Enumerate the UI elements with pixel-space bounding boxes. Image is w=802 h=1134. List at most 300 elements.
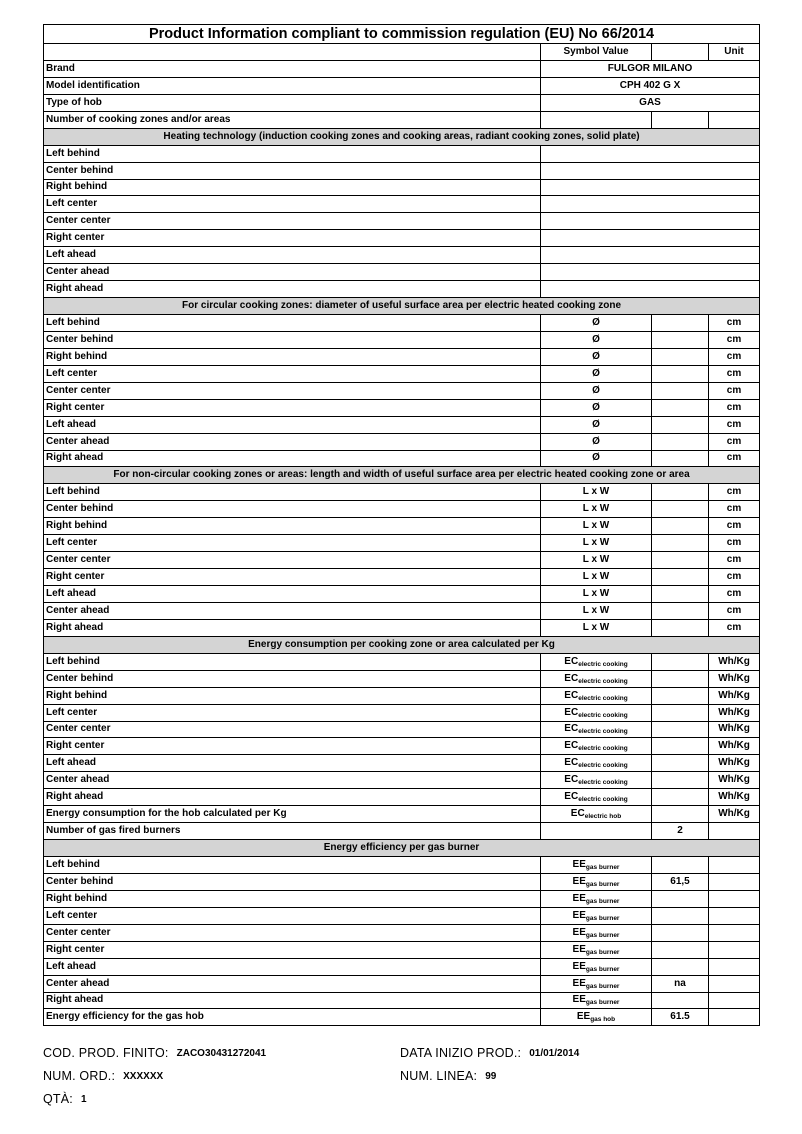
cod-label: COD. PROD. FINITO: (43, 1046, 169, 1060)
circular-value (652, 433, 709, 450)
circular-value (652, 315, 709, 332)
heating-row (44, 230, 760, 247)
energy-value (652, 704, 709, 721)
noncircular-value (652, 535, 709, 552)
section-title-heating: Heating technology (induction cooking zones and cooking areas, radiant cooking zones, solid plate) (44, 128, 760, 145)
efficiency-row (44, 873, 760, 890)
ord-value: XXXXXX (123, 1071, 164, 1082)
energy-symbol-main: EC (564, 791, 579, 803)
energy-symbol-sub: electric cooking (578, 762, 628, 770)
efficiency-hob-row (44, 1009, 760, 1026)
heating-row (44, 247, 760, 264)
efficiency-unit (709, 975, 760, 992)
noncircular-row (44, 619, 760, 636)
heating-row (44, 264, 760, 281)
noncircular-value (652, 586, 709, 603)
energy-symbol-sub: electric cooking (578, 711, 628, 719)
noncircular-symbol: L x W (541, 518, 652, 535)
efficiency-unit (709, 958, 760, 975)
noncircular-value (652, 602, 709, 619)
zone-label: Center behind (44, 162, 541, 179)
efficiency-symbol (541, 857, 652, 874)
data-label: DATA INIZIO PROD.: (400, 1046, 522, 1060)
circular-symbol: Ø (541, 450, 652, 467)
zone-label: Right behind (44, 348, 541, 365)
zone-label: Left center (44, 535, 541, 552)
heating-row (44, 145, 760, 162)
info-row (44, 60, 760, 77)
efficiency-value: 61,5 (652, 873, 709, 890)
energy-symbol-sub: electric cooking (578, 660, 628, 668)
efficiency-unit (709, 890, 760, 907)
circular-row (44, 382, 760, 399)
energy-hob-label: Energy consumption for the hob calculated per Kg (44, 806, 541, 823)
noncircular-symbol: L x W (541, 569, 652, 586)
efficiency-symbol (541, 873, 652, 890)
efficiency-row (44, 924, 760, 941)
efficiency-value (652, 924, 709, 941)
zone-label: Left behind (44, 315, 541, 332)
noncircular-row (44, 552, 760, 569)
energy-value (652, 670, 709, 687)
info-value: GAS (541, 94, 760, 111)
noncircular-row (44, 602, 760, 619)
efficiency-unit (709, 873, 760, 890)
efficiency-symbol (541, 992, 652, 1009)
noncircular-unit: cm (709, 602, 760, 619)
zone-label: Right ahead (44, 789, 541, 806)
noncircular-symbol: L x W (541, 586, 652, 603)
circular-symbol: Ø (541, 315, 652, 332)
noncircular-row (44, 501, 760, 518)
footer-linea (400, 1069, 496, 1083)
footer-ord (43, 1069, 163, 1083)
zone-label: Center ahead (44, 772, 541, 789)
efficiency-hob-value: 61.5 (652, 1009, 709, 1026)
energy-value (652, 653, 709, 670)
circular-symbol: Ø (541, 365, 652, 382)
section-noncircular (44, 467, 760, 484)
energy-symbol-sub: electric cooking (578, 796, 628, 804)
zone-label: Left center (44, 907, 541, 924)
zone-label: Center ahead (44, 433, 541, 450)
circular-value (652, 365, 709, 382)
efficiency-symbol-main: EE (572, 960, 586, 972)
energy-symbol-main: EC (564, 672, 579, 684)
zone-label: Right ahead (44, 619, 541, 636)
efficiency-value (652, 907, 709, 924)
efficiency-symbol-main: EE (572, 858, 586, 870)
circular-value (652, 450, 709, 467)
circular-value (652, 399, 709, 416)
zone-label: Right ahead (44, 992, 541, 1009)
heating-value (541, 162, 760, 179)
zone-label: Center ahead (44, 264, 541, 281)
efficiency-value (652, 958, 709, 975)
noncircular-symbol: L x W (541, 619, 652, 636)
zone-label: Center behind (44, 670, 541, 687)
energy-value (652, 721, 709, 738)
linea-label: NUM. LINEA: (400, 1069, 478, 1083)
zone-label: Right behind (44, 687, 541, 704)
circular-row (44, 365, 760, 382)
zone-label: Right behind (44, 179, 541, 196)
section-title-energy: Energy consumption per cooking zone or area calculated per Kg (44, 636, 760, 653)
energy-symbol-main: EC (564, 774, 579, 786)
zone-label: Right behind (44, 518, 541, 535)
efficiency-value (652, 941, 709, 958)
energy-symbol-sub: electric cooking (578, 728, 628, 736)
energy-unit: Wh/Kg (709, 755, 760, 772)
circular-row (44, 416, 760, 433)
product-info-table (43, 24, 760, 1026)
heating-value (541, 281, 760, 298)
noncircular-value (652, 619, 709, 636)
energy-symbol (541, 653, 652, 670)
zone-label: Left ahead (44, 586, 541, 603)
efficiency-symbol (541, 958, 652, 975)
energy-row (44, 772, 760, 789)
efficiency-row (44, 992, 760, 1009)
circular-value (652, 348, 709, 365)
efficiency-unit (709, 857, 760, 874)
energy-row (44, 687, 760, 704)
energy-unit: Wh/Kg (709, 653, 760, 670)
num-zones-unit (709, 111, 760, 128)
circular-unit: cm (709, 365, 760, 382)
efficiency-value (652, 890, 709, 907)
section-title-efficiency: Energy efficiency per gas burner (44, 840, 760, 857)
energy-value (652, 789, 709, 806)
gas-burners-unit (709, 823, 760, 840)
ord-label: NUM. ORD.: (43, 1069, 116, 1083)
noncircular-value (652, 484, 709, 501)
section-circular (44, 298, 760, 315)
circular-unit: cm (709, 315, 760, 332)
circular-symbol: Ø (541, 399, 652, 416)
title-row (44, 25, 760, 44)
noncircular-unit: cm (709, 619, 760, 636)
zone-label: Left ahead (44, 416, 541, 433)
noncircular-unit: cm (709, 586, 760, 603)
zone-label: Left behind (44, 484, 541, 501)
efficiency-hob-label: Energy efficiency for the gas hob (44, 1009, 541, 1026)
energy-symbol-main: EC (564, 757, 579, 769)
section-title-circular: For circular cooking zones: diameter of useful surface area per electric heated cooking zone (44, 298, 760, 315)
info-row (44, 77, 760, 94)
energy-symbol (541, 704, 652, 721)
gas-burners-value: 2 (652, 823, 709, 840)
noncircular-value (652, 501, 709, 518)
zone-label: Right ahead (44, 281, 541, 298)
section-energy (44, 636, 760, 653)
efficiency-symbol-sub: gas burner (585, 863, 620, 871)
zone-label: Right center (44, 941, 541, 958)
energy-value (652, 755, 709, 772)
noncircular-row (44, 569, 760, 586)
efficiency-row (44, 975, 760, 992)
info-row (44, 94, 760, 111)
zone-label: Left ahead (44, 247, 541, 264)
header-symbol-value: Symbol Value (541, 44, 652, 61)
heating-row (44, 179, 760, 196)
zone-label: Center center (44, 721, 541, 738)
efficiency-symbol-main: EE (572, 977, 586, 989)
efficiency-symbol (541, 941, 652, 958)
circular-symbol: Ø (541, 382, 652, 399)
circular-symbol: Ø (541, 331, 652, 348)
efficiency-symbol-main: EE (572, 926, 586, 938)
section-heating (44, 128, 760, 145)
efficiency-symbol-sub: gas burner (585, 999, 620, 1007)
circular-value (652, 416, 709, 433)
zone-label: Right center (44, 569, 541, 586)
noncircular-symbol: L x W (541, 501, 652, 518)
energy-hob-symbol-sub: electric hob (584, 813, 622, 821)
linea-value: 99 (485, 1071, 497, 1082)
zone-label: Right center (44, 230, 541, 247)
energy-row (44, 670, 760, 687)
circular-unit: cm (709, 450, 760, 467)
noncircular-unit: cm (709, 535, 760, 552)
heating-row (44, 162, 760, 179)
noncircular-row (44, 586, 760, 603)
noncircular-symbol: L x W (541, 484, 652, 501)
noncircular-unit: cm (709, 501, 760, 518)
num-zones-symbol (541, 111, 652, 128)
efficiency-unit (709, 907, 760, 924)
circular-value (652, 331, 709, 348)
circular-unit: cm (709, 348, 760, 365)
noncircular-row (44, 535, 760, 552)
zone-label: Left ahead (44, 755, 541, 772)
efficiency-row (44, 958, 760, 975)
energy-row (44, 755, 760, 772)
efficiency-symbol-sub: gas burner (585, 982, 620, 990)
zone-label: Center behind (44, 873, 541, 890)
noncircular-symbol: L x W (541, 602, 652, 619)
energy-symbol-sub: electric cooking (578, 677, 628, 685)
efficiency-row (44, 857, 760, 874)
zone-label: Center center (44, 552, 541, 569)
circular-row (44, 315, 760, 332)
energy-hob-value (652, 806, 709, 823)
zone-label: Center ahead (44, 602, 541, 619)
efficiency-row (44, 907, 760, 924)
efficiency-symbol-main: EE (572, 875, 586, 887)
energy-symbol-main: EC (564, 723, 579, 735)
energy-hob-row (44, 806, 760, 823)
efficiency-symbol-main: EE (572, 994, 586, 1006)
energy-unit: Wh/Kg (709, 721, 760, 738)
efficiency-symbol-sub: gas burner (585, 948, 620, 956)
info-label: Brand (44, 60, 541, 77)
efficiency-symbol (541, 907, 652, 924)
energy-unit: Wh/Kg (709, 704, 760, 721)
circular-unit: cm (709, 331, 760, 348)
efficiency-value (652, 992, 709, 1009)
circular-unit: cm (709, 399, 760, 416)
heating-value (541, 247, 760, 264)
gas-burners-symbol (541, 823, 652, 840)
zone-label: Left center (44, 365, 541, 382)
zone-label: Left center (44, 704, 541, 721)
heating-value (541, 264, 760, 281)
noncircular-row (44, 484, 760, 501)
footer-data (400, 1046, 579, 1060)
energy-symbol (541, 738, 652, 755)
circular-row (44, 450, 760, 467)
heating-value (541, 145, 760, 162)
circular-symbol: Ø (541, 416, 652, 433)
section-title-noncircular: For non-circular cooking zones or areas: length and width of useful surface area per electric heated cooking zone or area (44, 467, 760, 484)
header-row (44, 44, 760, 61)
zone-label: Right center (44, 738, 541, 755)
efficiency-symbol (541, 924, 652, 941)
energy-row (44, 704, 760, 721)
efficiency-symbol-sub: gas burner (585, 931, 620, 939)
data-value: 01/01/2014 (529, 1048, 580, 1059)
efficiency-symbol-sub: gas burner (585, 914, 620, 922)
zone-label: Center center (44, 924, 541, 941)
noncircular-symbol: L x W (541, 535, 652, 552)
energy-symbol (541, 789, 652, 806)
zone-label: Left ahead (44, 958, 541, 975)
energy-symbol (541, 670, 652, 687)
header-value-blank (652, 44, 709, 61)
noncircular-unit: cm (709, 569, 760, 586)
efficiency-symbol-main: EE (572, 909, 586, 921)
heating-value (541, 213, 760, 230)
efficiency-hob-unit (709, 1009, 760, 1026)
qta-value: 1 (80, 1094, 87, 1105)
num-zones-value (652, 111, 709, 128)
energy-symbol-sub: electric cooking (578, 745, 628, 753)
zone-label: Left behind (44, 857, 541, 874)
energy-row (44, 789, 760, 806)
zone-label: Center center (44, 382, 541, 399)
zone-label: Left center (44, 196, 541, 213)
noncircular-unit: cm (709, 484, 760, 501)
heating-value (541, 196, 760, 213)
zone-label: Center center (44, 213, 541, 230)
energy-value (652, 687, 709, 704)
circular-row (44, 331, 760, 348)
header-blank (44, 44, 541, 61)
energy-value (652, 772, 709, 789)
efficiency-symbol-sub: gas burner (585, 897, 620, 905)
circular-unit: cm (709, 416, 760, 433)
cod-value: ZACO30431272041 (176, 1048, 267, 1059)
energy-unit: Wh/Kg (709, 670, 760, 687)
noncircular-value (652, 518, 709, 535)
circular-unit: cm (709, 382, 760, 399)
energy-hob-symbol (541, 806, 652, 823)
num-zones-row (44, 111, 760, 128)
section-efficiency (44, 840, 760, 857)
energy-unit: Wh/Kg (709, 772, 760, 789)
footer-qta (43, 1092, 87, 1106)
efficiency-symbol (541, 975, 652, 992)
footer-cod (43, 1046, 266, 1060)
energy-symbol-sub: electric cooking (578, 779, 628, 787)
efficiency-row (44, 941, 760, 958)
efficiency-symbol-main: EE (572, 943, 586, 955)
zone-label: Left behind (44, 145, 541, 162)
efficiency-unit (709, 924, 760, 941)
energy-symbol (541, 721, 652, 738)
zone-label: Center behind (44, 331, 541, 348)
efficiency-symbol-main: EE (572, 892, 586, 904)
efficiency-unit (709, 941, 760, 958)
energy-symbol (541, 687, 652, 704)
info-label: Model identification (44, 77, 541, 94)
efficiency-unit (709, 992, 760, 1009)
page-title: Product Information compliant to commission regulation (EU) No 66/2014 (44, 25, 760, 44)
energy-row (44, 653, 760, 670)
circular-row (44, 348, 760, 365)
efficiency-hob-symbol (541, 1009, 652, 1026)
energy-symbol-sub: electric cooking (578, 694, 628, 702)
circular-symbol: Ø (541, 348, 652, 365)
info-value: FULGOR MILANO (541, 60, 760, 77)
energy-value (652, 738, 709, 755)
energy-unit: Wh/Kg (709, 789, 760, 806)
energy-unit: Wh/Kg (709, 738, 760, 755)
noncircular-unit: cm (709, 552, 760, 569)
circular-symbol: Ø (541, 433, 652, 450)
efficiency-hob-symbol-main: EE (576, 1011, 591, 1023)
zone-label: Right ahead (44, 450, 541, 467)
circular-row (44, 399, 760, 416)
energy-symbol-main: EC (564, 706, 579, 718)
efficiency-symbol-sub: gas burner (585, 965, 620, 973)
noncircular-value (652, 569, 709, 586)
qta-label: QTÀ: (43, 1092, 73, 1106)
noncircular-unit: cm (709, 518, 760, 535)
noncircular-value (652, 552, 709, 569)
circular-value (652, 382, 709, 399)
energy-row (44, 738, 760, 755)
energy-unit: Wh/Kg (709, 687, 760, 704)
efficiency-value (652, 857, 709, 874)
circular-row (44, 433, 760, 450)
efficiency-hob-symbol-sub: gas hob (590, 1016, 616, 1024)
efficiency-row (44, 890, 760, 907)
efficiency-value: na (652, 975, 709, 992)
num-zones-label: Number of cooking zones and/or areas (44, 111, 541, 128)
heating-row (44, 196, 760, 213)
info-value: CPH 402 G X (541, 77, 760, 94)
energy-symbol-main: EC (564, 689, 579, 701)
heating-value (541, 179, 760, 196)
zone-label: Center behind (44, 501, 541, 518)
efficiency-symbol (541, 890, 652, 907)
gas-burners-row (44, 823, 760, 840)
heating-row (44, 281, 760, 298)
zone-label: Right behind (44, 890, 541, 907)
energy-hob-symbol-main: EC (570, 808, 585, 820)
heating-row (44, 213, 760, 230)
gas-burners-label: Number of gas fired burners (44, 823, 541, 840)
energy-hob-unit: Wh/Kg (709, 806, 760, 823)
zone-label: Left behind (44, 653, 541, 670)
header-unit: Unit (709, 44, 760, 61)
heating-value (541, 230, 760, 247)
circular-unit: cm (709, 433, 760, 450)
energy-symbol-main: EC (564, 740, 579, 752)
energy-symbol (541, 772, 652, 789)
